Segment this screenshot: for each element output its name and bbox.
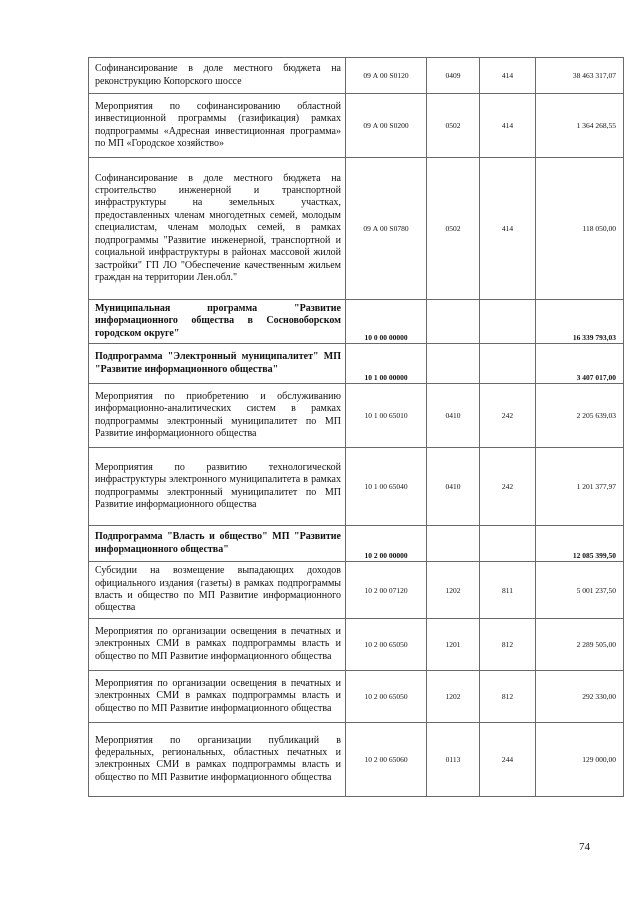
section-code: 0410 [427,384,480,448]
amount-value: 2 289 505,00 [536,618,624,670]
expense-type-code: 242 [480,448,536,526]
amount-value: 3 407 017,00 [536,344,624,384]
target-article-code: 10 2 00 65050 [346,670,427,722]
section-code: 0113 [427,722,480,796]
target-article-code: 10 2 00 00000 [346,526,427,562]
row-description: Софинансирование в доле местного бюджета на строительство инженерной и транспортной инфраструктуры на земельных участках, предоставленных членам многодетных семей, молодым специалистам, членам молодых семей, в рамках подпрограммы "Развитие инженерной, транспортной и социальной инфраструктуры в районах массовой жилой застройки" ГП ЛО "Обеспечение качественным жильем граждан на территории Лен.обл." [89,158,346,300]
row-description: Субсидии на возмещение выпадающих доходов официального издания (газеты) в рамках подпрограммы власть и общество по МП Развитие информационного общества [89,562,346,619]
program-row [89,526,624,562]
row-description: Софинансирование в доле местного бюджета на реконструкцию Копорского шоссе [89,58,346,94]
section-code: 1201 [427,618,480,670]
section-code: 1202 [427,562,480,619]
table-row [89,158,624,300]
amount-value: 12 085 399,50 [536,526,624,562]
row-description: Муниципальная программа "Развитие информационного общества в Сосновоборском городском округе" [89,300,346,344]
table-row [89,58,624,94]
table-row [89,94,624,158]
expense-type-code: 414 [480,158,536,300]
amount-value: 5 001 237,50 [536,562,624,619]
amount-value: 2 205 639,03 [536,384,624,448]
table-body [89,58,624,797]
target-article-code: 09 А 00 S0780 [346,158,427,300]
section-code [427,526,480,562]
target-article-code: 10 0 00 00000 [346,300,427,344]
section-code: 0409 [427,58,480,94]
expense-type-code: 414 [480,94,536,158]
table-row [89,722,624,796]
row-description: Мероприятия по организации освещения в печатных и электронных СМИ в рамках подпрограммы власть и общество по МП Развитие информационного общества [89,670,346,722]
table-row [89,384,624,448]
section-code: 0502 [427,158,480,300]
amount-value: 292 330,00 [536,670,624,722]
expense-type-code: 812 [480,618,536,670]
target-article-code: 09 А 00 S0120 [346,58,427,94]
table-row [89,670,624,722]
program-row [89,300,624,344]
budget-table [88,57,624,797]
expense-type-code: 811 [480,562,536,619]
row-description: Подпрограмма "Электронный муниципалитет" МП "Развитие информационного общества" [89,344,346,384]
expense-type-code [480,344,536,384]
section-code [427,344,480,384]
expense-type-code: 242 [480,384,536,448]
section-code: 1202 [427,670,480,722]
page-number: 74 [579,841,590,853]
amount-value: 118 050,00 [536,158,624,300]
target-article-code: 10 2 00 65060 [346,722,427,796]
amount-value: 1 364 268,55 [536,94,624,158]
row-description: Мероприятия по организации публикаций в федеральных, региональных, областных печатных и электронных СМИ в рамках подпрограммы власть и общество по МП Развитие информационного общества [89,722,346,796]
expense-type-code: 812 [480,670,536,722]
row-description: Мероприятия по софинансированию областной инвестиционной программы (газификация) рамках подпрограммы «Адресная инвестиционная программа» по МП «Городское хозяйство» [89,94,346,158]
section-code: 0502 [427,94,480,158]
table-row [89,448,624,526]
amount-value: 1 201 377,97 [536,448,624,526]
target-article-code: 10 1 00 65040 [346,448,427,526]
row-description: Мероприятия по организации освещения в печатных и электронных СМИ в рамках подпрограммы власть и общество по МП Развитие информационного общества [89,618,346,670]
expense-type-code: 244 [480,722,536,796]
table-row [89,562,624,619]
target-article-code: 10 2 00 65050 [346,618,427,670]
target-article-code: 10 1 00 00000 [346,344,427,384]
target-article-code: 10 2 00 07120 [346,562,427,619]
expense-type-code [480,300,536,344]
amount-value: 38 463 317,07 [536,58,624,94]
amount-value: 16 339 793,03 [536,300,624,344]
expense-type-code [480,526,536,562]
target-article-code: 10 1 00 65010 [346,384,427,448]
row-description: Подпрограмма "Власть и общество" МП "Развитие информационного общества" [89,526,346,562]
row-description: Мероприятия по развитию технологической инфраструктуры электронного муниципалитета в рамках подпрограммы электронный муниципалитет по МП Развитие информационного общества [89,448,346,526]
section-code: 0410 [427,448,480,526]
amount-value: 129 000,00 [536,722,624,796]
expense-type-code: 414 [480,58,536,94]
target-article-code: 09 А 00 S0200 [346,94,427,158]
program-row [89,344,624,384]
row-description: Мероприятия по приобретению и обслуживанию информационно-аналитических систем в рамках подпрограммы электронный муниципалитет по МП Развитие информационного общества [89,384,346,448]
table-row [89,618,624,670]
section-code [427,300,480,344]
